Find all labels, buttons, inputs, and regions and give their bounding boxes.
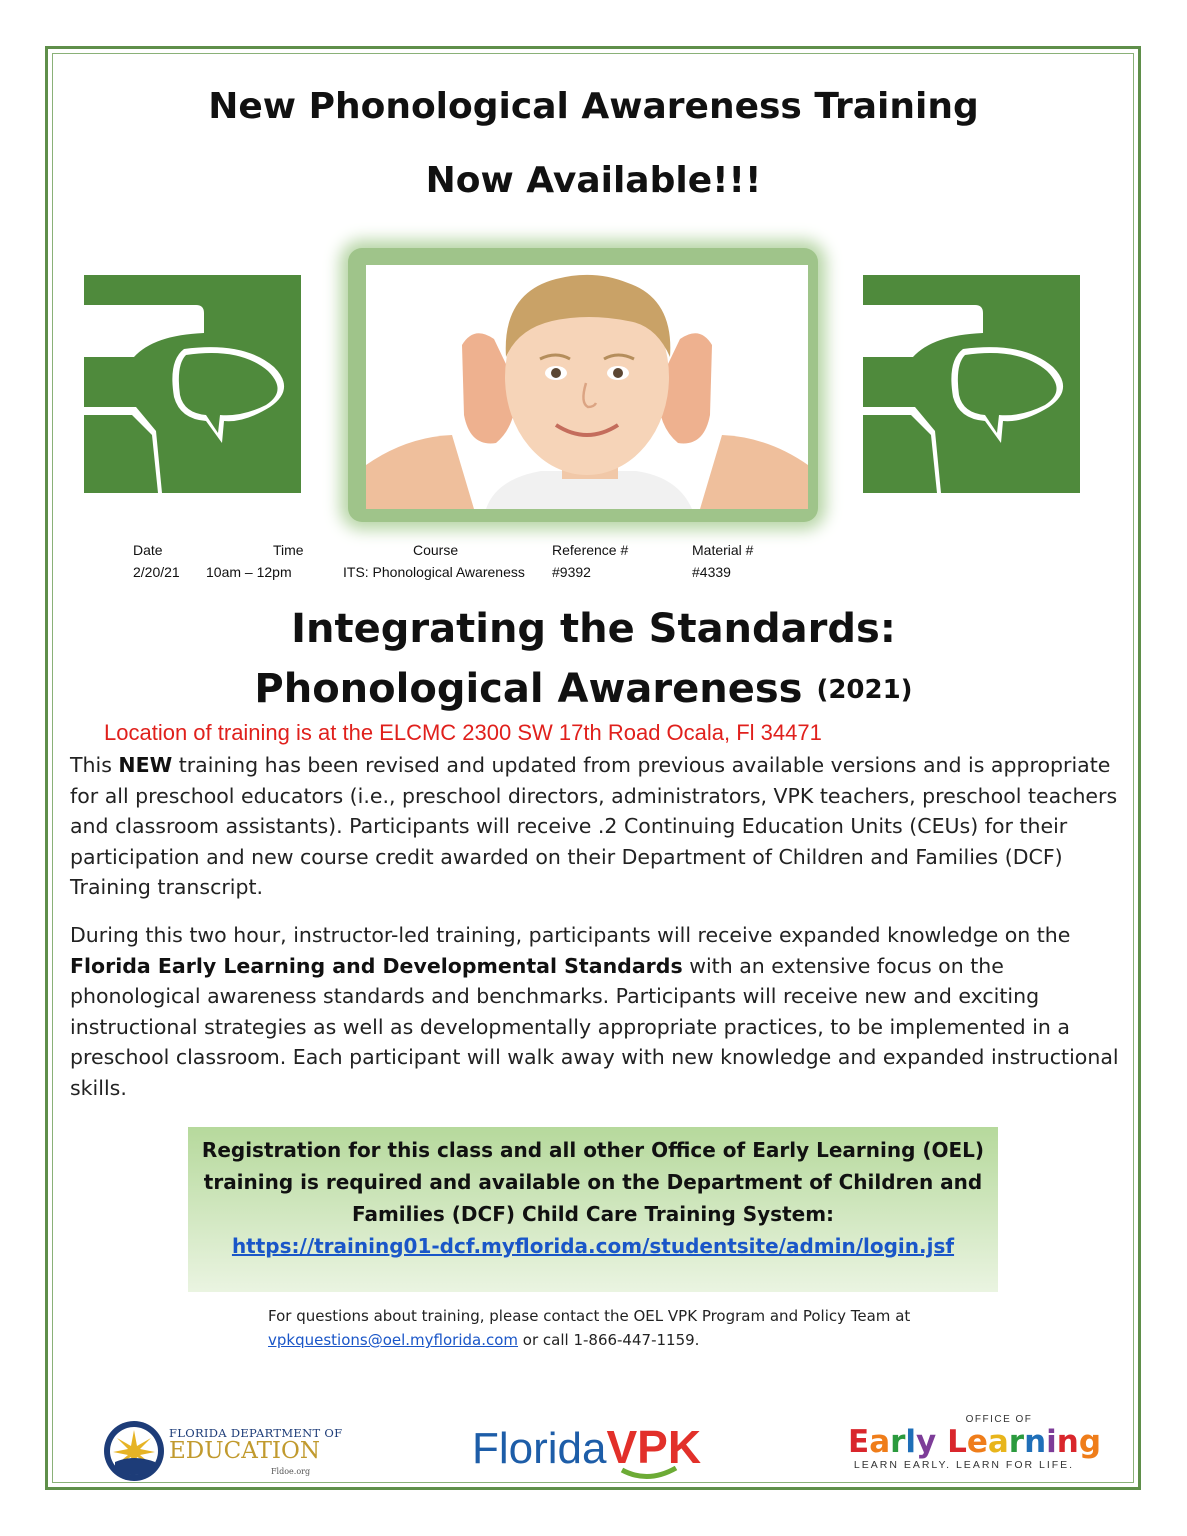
contact-after: or call 1-866-447-1159.: [518, 1331, 700, 1349]
speech-bubble-graphic-right: [863, 275, 1080, 493]
contact-before: For questions about training, please contact the OEL VPK Program and Policy Team at: [268, 1307, 911, 1325]
header-material: Material #: [692, 542, 754, 558]
florida-doe-logo: [103, 1418, 343, 1486]
description-paragraph-1: [70, 750, 1136, 903]
contact-info: [268, 1304, 968, 1352]
oel-top-text: OFFICE OF: [965, 1414, 1033, 1425]
oel-main-text: Early Learning: [848, 1424, 1102, 1460]
p2-after: with an extensive focus on the phonological awareness standards and benchmarks. Participants will receive new and exciting instructional strategies as well as developmentally appropriate practices, to be implemented in a preschool classroom. Each participant will walk away with new knowledge and expanded instructional skills.: [70, 953, 1119, 1100]
p1-before: This: [70, 753, 119, 777]
course-heading-year: (2021): [816, 675, 913, 705]
description-paragraph-2: [70, 920, 1136, 1103]
course-heading-line1: Integrating the Standards:: [291, 606, 896, 652]
office-of-early-learning-logo: [848, 1414, 1102, 1484]
course-heading-line2: [0, 666, 1177, 712]
registration-text: [188, 1134, 998, 1262]
p1-bold: NEW: [118, 753, 173, 777]
header-time: Time: [273, 542, 304, 558]
flyer-title: New Phonological Awareness Training: [208, 86, 979, 127]
session-date: 2/20/21: [133, 564, 180, 580]
course-heading-name: Phonological Awareness: [254, 666, 803, 712]
training-location: Location of training is at the ELCMC 2300 SW 17th Road Ocala, Fl 34471: [104, 720, 822, 745]
doe-line1: FLORIDA DEPARTMENT OF: [169, 1426, 343, 1440]
vpk-florida-text: Florida: [472, 1424, 607, 1473]
vpk-swoosh-icon: [620, 1466, 678, 1482]
p1-after: training has been revised and updated from previous available versions and is appropriate for all preschool educators (i.e., preschool directors, administrators, VPK teachers, preschool teachers and classroom assistants). Participants will receive .2 Continuing Education Units (CEUs) for their participation and new course credit awarded on their Department of Children and Families (DCF) Training transcript.: [70, 753, 1118, 899]
vpk-letters: VPK: [606, 1421, 702, 1473]
contact-email-link[interactable]: vpkquestions@oel.myflorida.com: [268, 1331, 519, 1349]
flyer-subtitle: Now Available!!!: [425, 160, 762, 201]
header-date: Date: [133, 542, 163, 558]
child-listening-photo: [366, 265, 808, 509]
session-time: 10am – 12pm: [206, 564, 292, 580]
header-reference: Reference #: [552, 542, 629, 558]
registration-message: Registration for this class and all other Office of Early Learning (OEL) training is required and available on the Department of Children and Families (DCF) Child Care Training System:: [201, 1138, 985, 1226]
doe-seal-icon: [103, 1418, 165, 1484]
oel-tagline: LEARN EARLY. LEARN FOR LIFE.: [853, 1459, 1075, 1471]
session-course: ITS: Phonological Awareness: [343, 564, 525, 580]
doe-line2: EDUCATION: [169, 1438, 320, 1464]
doe-line3: Fldoe.org: [271, 1467, 311, 1476]
header-course: Course: [413, 542, 459, 558]
registration-link[interactable]: https://training01-dcf.myflorida.com/studentsite/admin/login.jsf: [231, 1234, 955, 1258]
session-reference: #9392: [552, 564, 591, 580]
session-material: #4339: [692, 564, 731, 580]
p2-bold: Florida Early Learning and Developmental Standards: [70, 953, 683, 978]
speech-bubble-graphic-left: [84, 275, 301, 493]
p2-before: During this two hour, instructor-led training, participants will receive expanded knowledge on the: [70, 923, 1071, 947]
